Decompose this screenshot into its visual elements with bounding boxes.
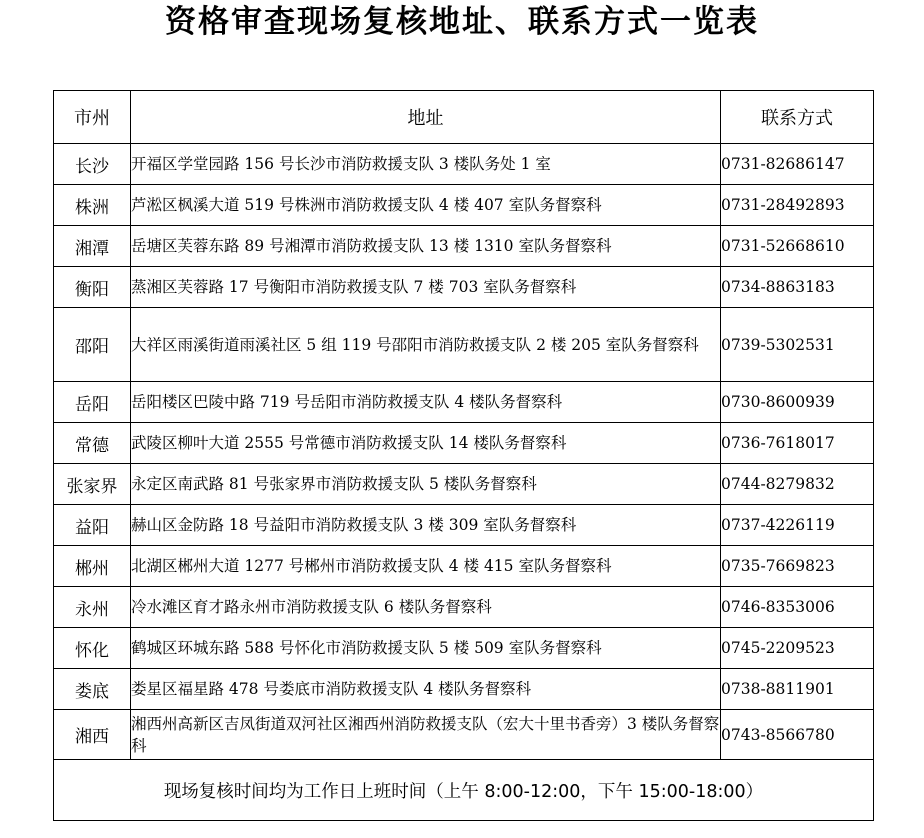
header-contact: 联系方式 — [721, 91, 874, 144]
city-cell: 株洲 — [54, 185, 131, 226]
header-city: 市州 — [54, 91, 131, 144]
address-cell: 大祥区雨溪街道雨溪社区 5 组 119 号邵阳市消防救援支队 2 楼 205 室队务督察科 — [131, 308, 721, 382]
table-row — [54, 382, 874, 423]
city-cell: 衡阳 — [54, 267, 131, 308]
table-row — [54, 185, 874, 226]
city-cell: 娄底 — [54, 669, 131, 710]
city-cell: 张家界 — [54, 464, 131, 505]
contact-table — [53, 90, 874, 821]
table-row — [54, 587, 874, 628]
phone-cell: 0731-82686147 — [721, 144, 874, 185]
city-cell: 长沙 — [54, 144, 131, 185]
address-cell: 开福区学堂园路 156 号长沙市消防救援支队 3 楼队务处 1 室 — [131, 144, 721, 185]
table-row — [54, 308, 874, 382]
footer-row — [54, 760, 874, 821]
table-header-row — [54, 91, 874, 144]
city-cell: 湘潭 — [54, 226, 131, 267]
phone-cell: 0731-52668610 — [721, 226, 874, 267]
phone-cell: 0731-28492893 — [721, 185, 874, 226]
address-cell: 武陵区柳叶大道 2555 号常德市消防救援支队 14 楼队务督察科 — [131, 423, 721, 464]
phone-cell: 0735-7669823 — [721, 546, 874, 587]
table-row — [54, 144, 874, 185]
city-cell: 湘西 — [54, 710, 131, 760]
address-cell: 冷水滩区育才路永州市消防救援支队 6 楼队务督察科 — [131, 587, 721, 628]
address-cell: 湘西州高新区吉凤街道双河社区湘西州消防救援支队（宏大十里书香旁）3 楼队务督察科 — [131, 710, 721, 760]
address-cell: 蒸湘区芙蓉路 17 号衡阳市消防救援支队 7 楼 703 室队务督察科 — [131, 267, 721, 308]
phone-cell: 0739-5302531 — [721, 308, 874, 382]
address-cell: 芦淞区枫溪大道 519 号株洲市消防救援支队 4 楼 407 室队务督察科 — [131, 185, 721, 226]
phone-cell: 0734-8863183 — [721, 267, 874, 308]
city-cell: 常德 — [54, 423, 131, 464]
table-row — [54, 267, 874, 308]
city-cell: 怀化 — [54, 628, 131, 669]
address-cell: 永定区南武路 81 号张家界市消防救援支队 5 楼队务督察科 — [131, 464, 721, 505]
phone-cell: 0738-8811901 — [721, 669, 874, 710]
header-address: 地址 — [131, 91, 721, 144]
table-row — [54, 546, 874, 587]
city-cell: 邵阳 — [54, 308, 131, 382]
city-cell: 益阳 — [54, 505, 131, 546]
phone-cell: 0746-8353006 — [721, 587, 874, 628]
address-cell: 赫山区金防路 18 号益阳市消防救援支队 3 楼 309 室队务督察科 — [131, 505, 721, 546]
footer-note: 现场复核时间均为工作日上班时间（上午 8:00-12:00，下午 15:00-18:00） — [54, 760, 874, 821]
address-cell: 北湖区郴州大道 1277 号郴州市消防救援支队 4 楼 415 室队务督察科 — [131, 546, 721, 587]
table-row — [54, 628, 874, 669]
city-cell: 永州 — [54, 587, 131, 628]
address-cell: 鹤城区环城东路 588 号怀化市消防救援支队 5 楼 509 室队务督察科 — [131, 628, 721, 669]
table-row — [54, 710, 874, 760]
table-row — [54, 464, 874, 505]
city-cell: 郴州 — [54, 546, 131, 587]
page-title: 资格审查现场复核地址、联系方式一览表 — [165, 4, 759, 40]
table-row — [54, 505, 874, 546]
address-cell: 岳塘区芙蓉东路 89 号湘潭市消防救援支队 13 楼 1310 室队务督察科 — [131, 226, 721, 267]
phone-cell: 0743-8566780 — [721, 710, 874, 760]
phone-cell: 0745-2209523 — [721, 628, 874, 669]
phone-cell: 0730-8600939 — [721, 382, 874, 423]
address-cell: 岳阳楼区巴陵中路 719 号岳阳市消防救援支队 4 楼队务督察科 — [131, 382, 721, 423]
phone-cell: 0744-8279832 — [721, 464, 874, 505]
table-row — [54, 423, 874, 464]
phone-cell: 0737-4226119 — [721, 505, 874, 546]
address-cell: 娄星区福星路 478 号娄底市消防救援支队 4 楼队务督察科 — [131, 669, 721, 710]
city-cell: 岳阳 — [54, 382, 131, 423]
table-row — [54, 226, 874, 267]
phone-cell: 0736-7618017 — [721, 423, 874, 464]
table-row — [54, 669, 874, 710]
